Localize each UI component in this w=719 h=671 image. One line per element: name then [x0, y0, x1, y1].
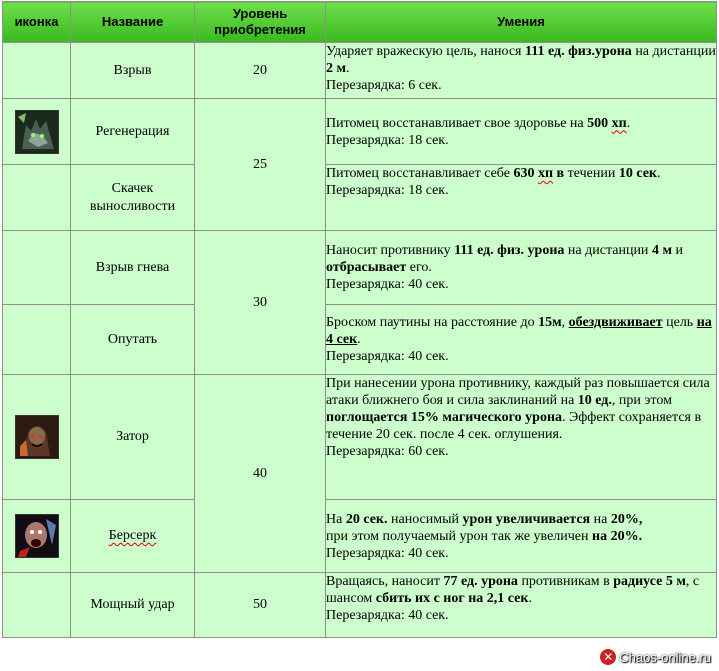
skill-level: 25: [195, 99, 326, 231]
desc-segment: . Эффект сохраняется в течение 20 сек. после 4 сек. оглушения.: [326, 410, 702, 442]
dark-warrior-icon: [15, 415, 59, 459]
table-row: [3, 43, 717, 99]
watermark: [600, 649, 711, 665]
table-row: [3, 500, 717, 573]
desc-segment: ,: [561, 315, 569, 330]
icon-cell-empty: [3, 165, 71, 231]
watermark-text: Chaos-online.ru: [619, 649, 711, 665]
desc-segment: На: [326, 511, 346, 527]
desc-segment: Перезарядка: 18 сек.: [326, 132, 449, 148]
desc-segment: 20%,: [610, 511, 643, 527]
header-name: Название: [71, 2, 195, 43]
desc-segment: хп: [537, 166, 554, 181]
berserk-face-icon: [15, 514, 59, 558]
desc-segment: 630: [513, 166, 538, 181]
desc-segment: .: [657, 166, 661, 181]
desc-segment: Перезарядка: 18 сек.: [326, 183, 449, 198]
desc-segment: его.: [406, 260, 432, 275]
skill-desc: [326, 305, 717, 375]
skill-name: Мощный удар: [71, 573, 195, 638]
desc-segment: Перезарядка: 40 сек.: [326, 608, 449, 623]
table-row: [3, 573, 717, 638]
table-row: [3, 231, 717, 305]
desc-segment: Перезарядка: 40 сек.: [326, 349, 449, 364]
desc-segment: 10 ед.: [577, 393, 612, 408]
header-skills: Умения: [326, 2, 717, 43]
desc-segment: и: [671, 243, 683, 258]
desc-segment: Наносит противнику: [326, 243, 455, 258]
skill-desc: [326, 573, 717, 638]
icon-cell: [3, 99, 71, 165]
desc-segment: при этом получаемый урон так же увеличен: [326, 528, 593, 544]
skill-name: Берсерк: [71, 500, 195, 573]
desc-segment: При нанесении урона противнику, каждый раз повышается сила атаки ближнего боя и сила заклинаний на: [326, 376, 710, 408]
skills-table: [2, 1, 717, 638]
desc-segment: на: [590, 511, 611, 527]
icon-cell: [3, 375, 71, 500]
desc-segment: наносимый: [387, 511, 463, 527]
desc-segment: 4 м: [651, 243, 672, 258]
header-row: [3, 2, 717, 43]
icon-cell-empty: [3, 573, 71, 638]
chaos-logo-icon: ✕: [600, 649, 616, 665]
skill-name: Взрыв: [71, 43, 195, 99]
desc-segment: 15м: [538, 315, 562, 330]
desc-segment: .: [626, 115, 631, 131]
table-row: [3, 165, 717, 231]
desc-segment: цель: [662, 315, 697, 330]
desc-segment: .: [346, 61, 350, 76]
skill-desc: [326, 165, 717, 231]
skill-name: Опутать: [71, 305, 195, 375]
desc-segment: Перезарядка: 60 сек.: [326, 444, 449, 459]
desc-segment: Питомец восстанавливает себе: [326, 166, 514, 181]
desc-segment: Перезарядка: 40 сек.: [326, 545, 449, 561]
desc-segment: Ударяет вражескую цель, нанося: [326, 44, 525, 59]
icon-cell: [3, 500, 71, 573]
desc-segment: 20 сек.: [345, 511, 388, 527]
desc-segment: поглощается 15% магического урона: [326, 410, 563, 425]
skill-desc: [326, 375, 717, 500]
desc-segment: течении: [564, 166, 619, 181]
header-level: Уровень приобретения: [195, 2, 326, 43]
skill-level: 50: [195, 573, 326, 638]
skill-desc: [326, 43, 717, 99]
skill-name: Регенерация: [71, 99, 195, 165]
desc-segment: Перезарядка: 6 сек.: [326, 78, 442, 93]
desc-segment: , при этом: [611, 393, 672, 408]
desc-segment: 77 ед. урона: [443, 574, 518, 589]
desc-segment: в: [553, 166, 565, 181]
skill-desc: [326, 231, 717, 305]
skill-level: 20: [195, 43, 326, 99]
desc-segment: противникам в: [517, 574, 614, 589]
desc-segment: на 20%.: [592, 528, 643, 544]
skill-desc: [326, 500, 717, 573]
skill-desc: [326, 99, 717, 165]
desc-segment: на 4 сек: [326, 315, 712, 347]
desc-segment: на дистанции: [631, 44, 716, 59]
desc-segment: .: [357, 332, 361, 347]
skill-level: 40: [195, 375, 326, 573]
skill-level: 30: [195, 231, 326, 375]
desc-segment: радиусе 5 м: [613, 574, 686, 589]
skill-name: Взрыв гнева: [71, 231, 195, 305]
desc-segment: 111 ед. физ. урона: [454, 243, 565, 258]
table-row: [3, 99, 717, 165]
desc-segment: .: [528, 591, 532, 606]
table-row: [3, 305, 717, 375]
desc-segment: 2 м: [326, 61, 347, 76]
desc-segment: обездвиживает: [568, 315, 663, 330]
icon-cell-empty: [3, 43, 71, 99]
skill-name: Скачек выносливости: [71, 165, 195, 231]
wolf-icon: [15, 110, 59, 154]
desc-segment: , с шансом: [326, 574, 700, 606]
icon-cell-empty: [3, 305, 71, 375]
desc-segment: 111 ед. физ.урона: [525, 44, 632, 59]
icon-cell-empty: [3, 231, 71, 305]
desc-segment: Вращаясь, наносит: [326, 574, 444, 589]
table-row: [3, 375, 717, 500]
desc-segment: Броском паутины на расстояние до: [326, 315, 539, 330]
desc-segment: отбрасывает: [326, 260, 407, 275]
desc-segment: сбить их с ног на 2,1 сек: [375, 591, 529, 606]
desc-segment: хп: [611, 115, 627, 131]
desc-segment: Перезарядка: 40 сек.: [326, 277, 449, 292]
header-icon: иконка: [3, 2, 71, 43]
desc-segment: Питомец восстанавливает свое здоровье на: [326, 115, 588, 131]
desc-segment: 500: [587, 115, 612, 131]
desc-segment: урон увеличивается: [462, 511, 591, 527]
skill-name: Затор: [71, 375, 195, 500]
desc-segment: на дистанции: [564, 243, 652, 258]
desc-segment: 10 сек: [618, 166, 657, 181]
